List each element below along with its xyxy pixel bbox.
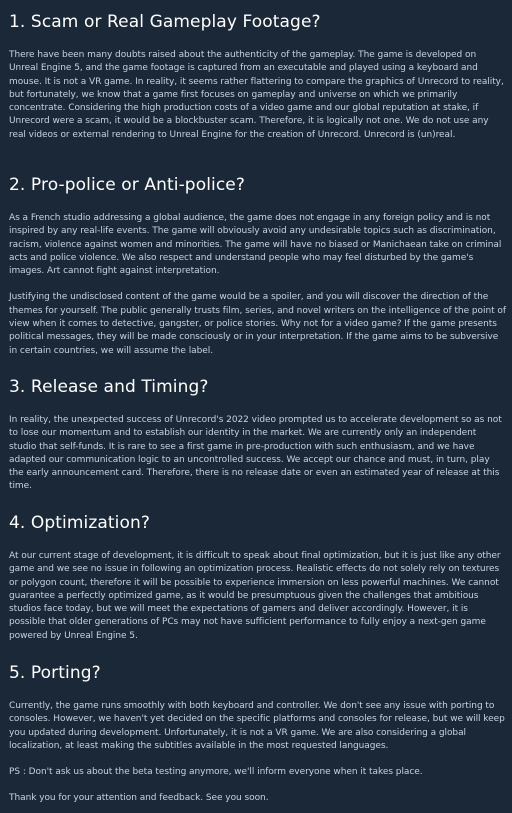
section-heading: 2. Pro-police or Anti-police? — [9, 175, 245, 195]
section-optimization — [9, 512, 506, 643]
section-release-and-timing — [9, 376, 506, 494]
section-paragraph: There have been many doubts raised about the authenticity of the gameplay. The game is developed on Unreal Engine 5, and the game footage is captured from an executable and played using a keyboard and mouse. It is not a VR game. In reality, it seems rather flattering to compare the graphics of Unrecord to reality, but fortunately, we know that a game first focuses on gameplay and universe on which we primarily concentrate. Considering the high production costs of a video game and our global reputation at stake, if Unrecord were a scam, it would be a blockbuster scam. Therefore, it is logically not one. We do not use any real videos or external rendering to Unreal Engine for the creation of Unrecord. Unrecord is (un)real. — [9, 50, 504, 140]
section-heading: 4. Optimization? — [9, 513, 150, 533]
section-heading: 3. Release and Timing? — [9, 377, 209, 397]
section-porting — [9, 662, 506, 806]
section-heading: 5. Porting? — [9, 663, 101, 683]
section-paragraph: Currently, the game runs smoothly with both keyboard and controller. We don't see any issue with porting to consoles. However, we haven't yet decided on the specific platforms and consoles for release, but we will keep you updated during development. Unfortunately, it is not a VR game. We are also considering a global localization, at least making the subtitles available in the most requested languages. — [9, 701, 505, 751]
section-paragraph: As a French studio addressing a global audience, the game does not engage in any foreign policy and is not inspired by any real-life events. The game will obviously avoid any undesirable topics such as discrimination, racism, violence against women and minorities. The game will have no biased or Manichaean take on criminal acts and police violence. We also respect and understand people who may feel disturbed by the game's images. Art cannot fight against interpretation. — [9, 213, 502, 277]
section-paragraph: In reality, the unexpected success of Unrecord's 2022 video prompted us to accelerate development so as not to lose our momentum and to establish our identity in the market. We are currently only an independent studio that self-funds. It is rare to see a first game in pre-production with such enthusiasm, and we have adapted our communication logic to an uncontrolled success. We accept our chance and must, in turn, play the early announcement card. Therefore, there is no release date or even an estimated year of release at this time. — [9, 415, 502, 492]
section-heading: 1. Scam or Real Gameplay Footage? — [9, 12, 321, 32]
postscript-paragraph: PS : Don't ask us about the beta testing anymore, we'll inform everyone when it takes place. — [9, 767, 423, 778]
section-pro-or-anti-police — [9, 174, 506, 358]
closing-paragraph: Thank you for your attention and feedback. See you soon. — [9, 793, 269, 804]
section-scam-or-real — [9, 11, 506, 142]
section-paragraph: At our current stage of development, it is difficult to speak about final optimization, but it is just like any other game and we see no issue in following an optimization process. Realistic effects do not solely rely on textures or polygon count, therefore it will be possible to experience immersion on less powerful machines. We cannot guarantee a perfectly optimized game, as it would be presumptuous given the challenges that ambitious studios face today, but we will meet the expectations of gamers and deliver accordingly. However, it is possible that older generations of PCs may not have sufficient performance to fully enjoy a next-gen game powered by Unreal Engine 5. — [9, 551, 501, 641]
section-paragraph: Justifying the undisclosed content of the game would be a spoiler, and you will discover the direction of the themes for yourself. The public generally trusts film, series, and novel writers on the intelligence of the point of view when it comes to detective, gangster, or police stories. Why not for a video game? If the game presents political messages, they will be made consciously or in your interpretation. If the game aims to be subversive in certain countries, we will assume the label. — [9, 292, 506, 356]
